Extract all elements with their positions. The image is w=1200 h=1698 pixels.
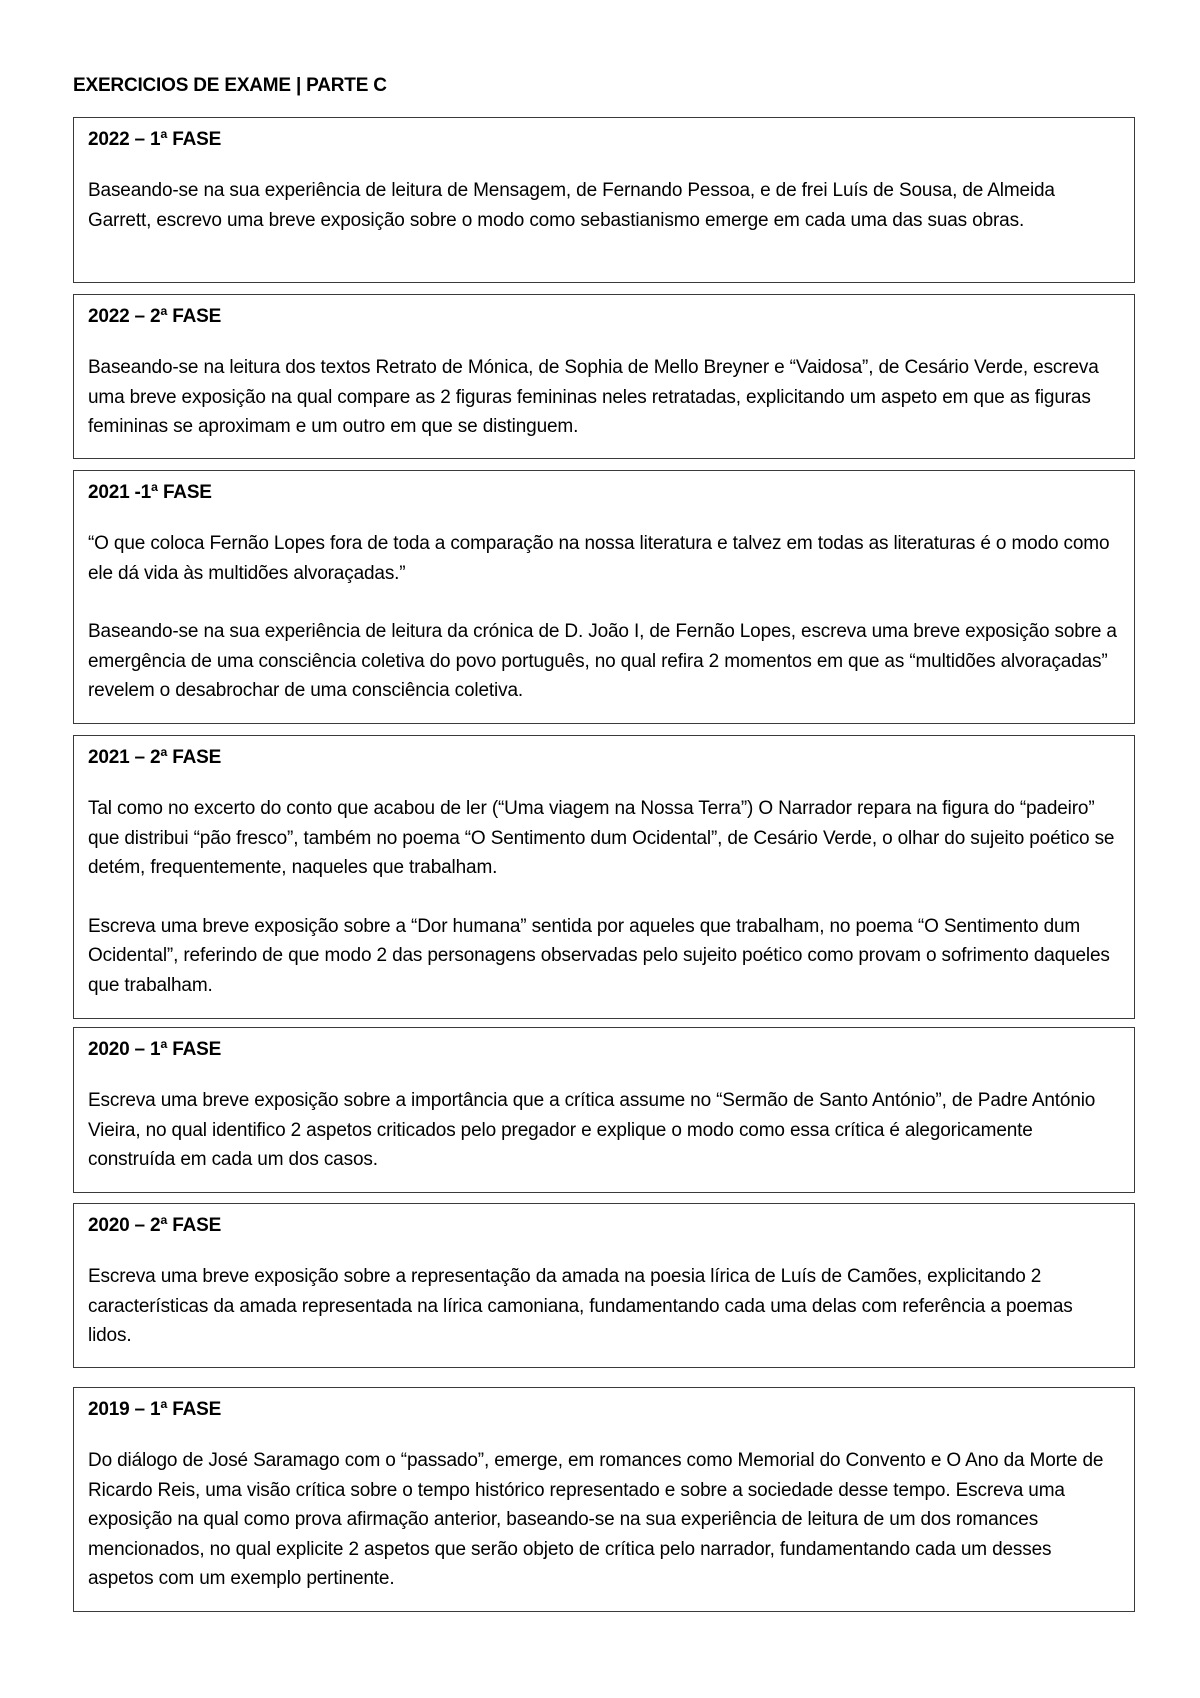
question-text: Baseando-se na sua experiência de leitura da crónica de D. João I, de Fernão Lopes, escreva uma breve exposição sobre a emergência de uma consciência coletiva do povo português, no qual refira 2 momentos em que as “multidões alvoraçadas” revelem o desabrochar de uma consciência coletiva. — [88, 621, 1117, 701]
section-heading: 2021 -1ª FASE — [88, 482, 212, 503]
quote-text: “O que coloca Fernão Lopes fora de toda a comparação na nossa literatura e talvez em todas as literaturas é o modo como ele dá vida às multidões alvoraçadas.” — [88, 533, 1110, 584]
section-heading: 2022 – 1ª FASE — [88, 129, 222, 150]
exam-question-box-2022-1 — [73, 117, 1135, 283]
exam-question-box-2019-1 — [73, 1387, 1135, 1612]
exam-question-box-2021-2 — [73, 735, 1135, 1019]
exam-question-box-2020-1 — [73, 1027, 1135, 1193]
page-title: EXERCICIOS DE EXAME | PARTE C — [73, 75, 387, 96]
section-heading: 2020 – 2ª FASE — [88, 1215, 222, 1236]
section-heading: 2022 – 2ª FASE — [88, 306, 222, 327]
exam-question-box-2020-2 — [73, 1203, 1135, 1368]
exam-question-box-2022-2 — [73, 294, 1135, 459]
question-text: Escreva uma breve exposição sobre a representação da amada na poesia lírica de Luís de Camões, explicitando 2 características da amada representada na lírica camoniana, fundamentando cada uma delas com referência a poemas lidos. — [88, 1266, 1073, 1346]
section-heading: 2020 – 1ª FASE — [88, 1039, 222, 1060]
exam-question-box-2021-1 — [73, 470, 1135, 724]
question-text: Escreva uma breve exposição sobre a importância que a crítica assume no “Sermão de Santo António”, de Padre António Vieira, no qual identifico 2 aspetos criticados pelo pregador e explique o modo como essa crítica é alegoricamente construída em cada um dos casos. — [88, 1090, 1096, 1170]
section-heading: 2021 – 2ª FASE — [88, 747, 222, 768]
question-text: Baseando-se na sua experiência de leitura de Mensagem, de Fernando Pessoa, e de frei Luís de Sousa, de Almeida Garrett, escrevo uma breve exposição sobre o modo como sebastianismo emerge em cada uma das suas obras. — [88, 180, 1055, 231]
context-text: Tal como no excerto do conto que acabou de ler (“Uma viagem na Nossa Terra”) O Narrador repara na figura do “padeiro” que distribui “pão fresco”, também no poema “O Sentimento dum Ocidental”, de Cesário Verde, o olhar do sujeito poético se detém, frequentemente, naqueles que trabalham. — [88, 798, 1115, 878]
question-text: Do diálogo de José Saramago com o “passado”, emerge, em romances como Memorial do Convento e O Ano da Morte de Ricardo Reis, uma visão crítica sobre o tempo histórico representado e sobre a sociedade desse tempo. Escreva uma exposição na qual como prova afirmação anterior, baseando-se na sua experiência de leitura de um dos romances mencionados, no qual explicite 2 aspetos que serão objeto de crítica pelo narrador, fundamentando cada um desses aspetos com um exemplo pertinente. — [88, 1450, 1104, 1589]
section-heading: 2019 – 1ª FASE — [88, 1399, 222, 1420]
question-text: Escreva uma breve exposição sobre a “Dor humana” sentida por aqueles que trabalham, no poema “O Sentimento dum Ocidental”, referindo de que modo 2 das personagens observadas pelo sujeito poético como provam o sofrimento daqueles que trabalham. — [88, 915, 1110, 996]
question-text: Baseando-se na leitura dos textos Retrato de Mónica, de Sophia de Mello Breyner e “Vaidosa”, de Cesário Verde, escreva uma breve exposição na qual compare as 2 figuras femininas neles retratadas, explicitando um aspeto em que as figuras femininas se aproximam e um outro em que se distinguem. — [88, 357, 1099, 437]
